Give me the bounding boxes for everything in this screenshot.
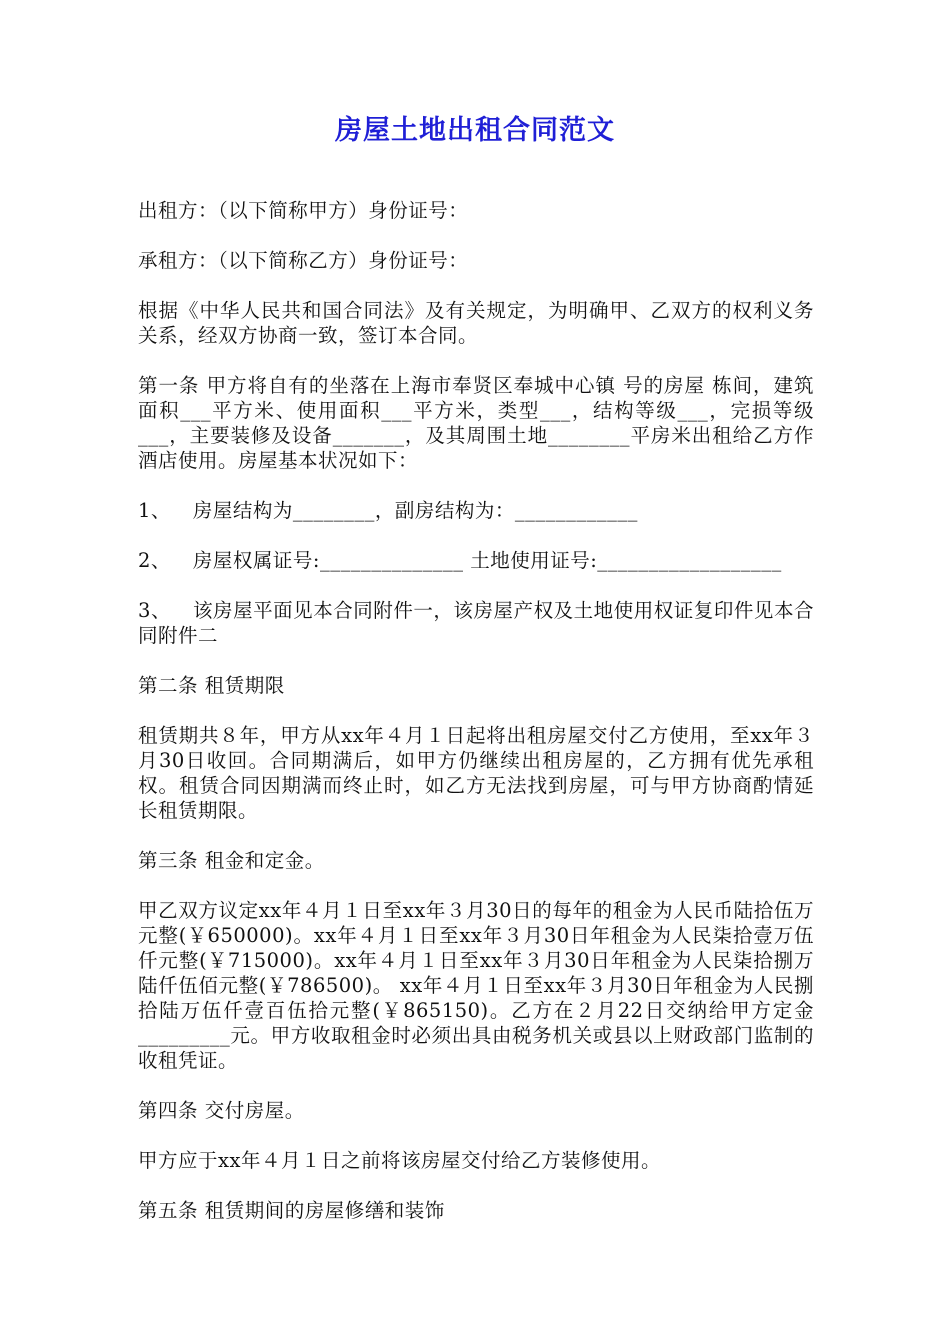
list-item-2: [138, 548, 814, 573]
list-item-3-text: 该房屋平面见本合同附件一，该房屋产权及土地使用权证复印件见本合同附件二: [138, 599, 814, 647]
preamble-paragraph: 根据《中华人民共和国合同法》及有关规定，为明确甲、乙双方的权利义务关系，经双方协商一致，签订本合同。: [138, 299, 814, 347]
article-3-body: 甲乙双方议定xx年４月１日至xx年３月30日的每年的租金为人民币陆拾伍万元整(￥650000)。xx年４月１日至xx年３月30日年租金为人民柒拾壹万伍仟元整(￥715000)。xx年４月１日至xx年３月30日年租金为人民柒拾捌万陆仟伍佰元整(￥786500)。 xx年４月１日至xx年３月30日年租金为人民捌拾陆万伍仟壹百伍拾元整(￥865150)。乙方在２月22日交纳给甲方定金_________元。甲方收取租金时必须出具由税务机关或县以上财政部门监制的收租凭证。: [138, 899, 814, 1072]
list-item-3: [138, 598, 814, 648]
document-body: [138, 198, 814, 1248]
list-item-1-number: 1、: [138, 499, 171, 522]
list-item-1: [138, 498, 814, 523]
document-title: 房屋土地出租合同范文: [335, 115, 615, 146]
lessor-line: 出租方：（以下简称甲方）身份证号：: [138, 199, 469, 222]
article-4-body: 甲方应于xx年４月１日之前将该房屋交付给乙方装修使用。: [138, 1149, 661, 1172]
article-1-paragraph: 第一条 甲方将自有的坐落在上海市奉贤区奉城中心镇 号的房屋 栋间，建筑面积___平方米、使用面积___平方米，类型___，结构等级___，完损等级___，主要装修及设备_______，及其周围土地________平房米出租给乙方作酒店使用。房屋基本状况如下：: [138, 374, 814, 472]
list-item-1-text: 房屋结构为________，副房结构为：____________: [192, 499, 638, 522]
lessee-line: 承租方：（以下简称乙方）身份证号：: [138, 249, 469, 272]
list-item-2-number: 2、: [138, 549, 171, 572]
list-item-3-number: 3、: [138, 599, 171, 622]
article-2-heading: 第二条 租赁期限: [138, 674, 285, 697]
article-4-heading: 第四条 交付房屋。: [138, 1099, 305, 1122]
article-3-heading: 第三条 租金和定金。: [138, 849, 325, 872]
list-item-2-text: 房屋权属证号:______________ 土地使用证号:__________________: [192, 549, 782, 572]
article-2-body: 租赁期共８年，甲方从xx年４月１日起将出租房屋交付乙方使用，至xx年３月30日收回。合同期满后，如甲方仍继续出租房屋的，乙方拥有优先承租权。租赁合同因期满而终止时，如乙方无法找到房屋，可与甲方协商酌情延长租赁期限。: [138, 724, 814, 822]
article-5-heading: 第五条 租赁期间的房屋修缮和装饰: [138, 1199, 445, 1222]
